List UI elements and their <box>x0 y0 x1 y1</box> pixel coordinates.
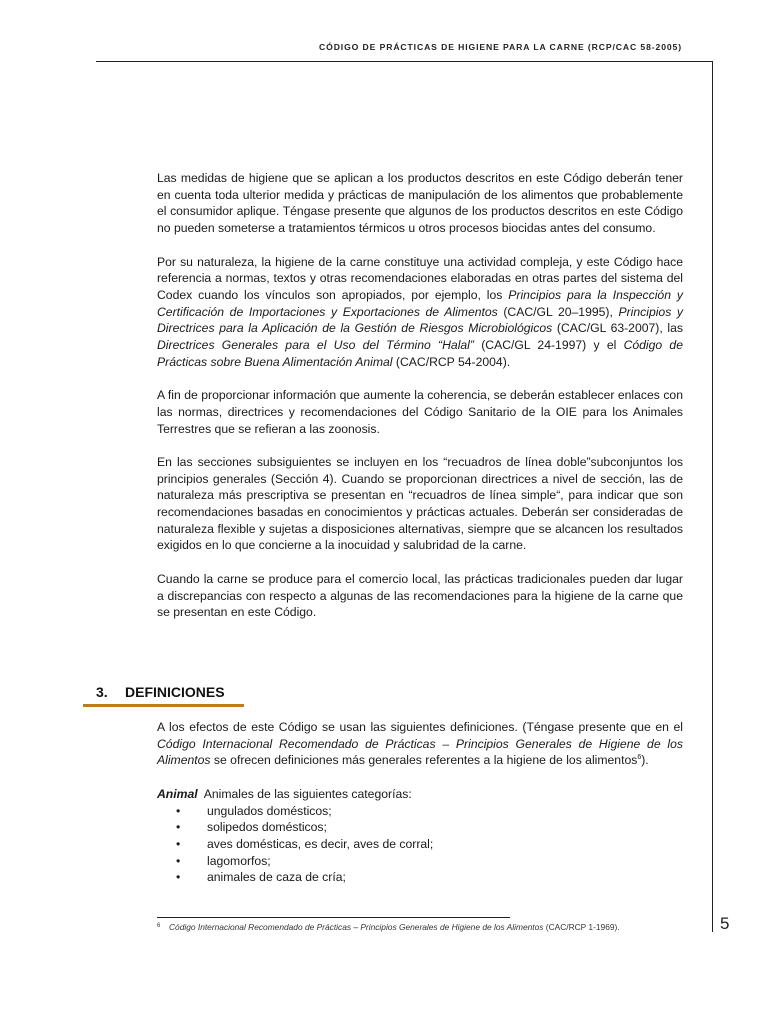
paragraph-2-text-4: (CAC/GL 24-1997) y el <box>473 338 624 353</box>
list-item-text: lagomorfos; <box>207 853 271 868</box>
paragraph-2-italic-1: Principios para la Inspección y Certificación de Importaciones y Exportaciones de Alimentos <box>157 287 683 319</box>
intro-italic: Código Internacional Recomendado de Prácticas – Principios Generales de Higiene de los Alimentos <box>157 736 683 768</box>
paragraph-2-text-5: (CAC/RCP 54-2004). <box>392 354 511 369</box>
intro-text-1: A los efectos de este Código se usan las siguientes definiciones. (Téngase presente que en el <box>157 720 683 734</box>
definitions <box>157 719 683 886</box>
intro-text-3: ). <box>641 753 649 768</box>
list-item-text: animales de caza de cría; <box>207 870 346 885</box>
section-number: 3. <box>96 684 108 700</box>
list-item-text: ungulados domésticos; <box>207 803 332 818</box>
paragraph-1: Las medidas de higiene que se aplican a los productos descritos en este Código deberán tener en cuenta toda ulterior medida y prácticas de manipulación de los alimentos que probablemente el consumidor aplique. Téngase presente que algunos de los productos descritos en este Código no pueden someterse a tratamientos térmicos u otros procesos biocidas antes del consumo. <box>157 171 683 236</box>
footnote-reference: 6 <box>637 754 642 762</box>
header-rule <box>96 61 713 62</box>
intro-text-2: se ofrecen definiciones más generales referentes a la higiene de los alimentos <box>210 753 638 768</box>
footnote-rule <box>157 917 510 918</box>
paragraph-2-italic-4: Código de Prácticas sobre Buena Alimentación Animal <box>157 338 683 369</box>
definition-animal <box>157 786 683 886</box>
list-item <box>157 819 683 836</box>
section-heading-underline <box>83 704 244 707</box>
paragraph-3: A fin de proporcionar información que aumente la coherencia, se deberán establecer enlaces con las normas, directrices y recomendaciones del Código Sanitario de la OIE para los Animales Terrestres que se refieran a las zoonosis. <box>157 388 683 436</box>
section-title: DEFINICIONES <box>125 684 225 700</box>
paragraph-4: En las secciones subsiguientes se incluyen en los “recuadros de línea doble”subconjuntos los principios generales (Sección 4). Cuando se proporcionan directrices a nivel de sección, las de naturaleza más prescriptiva se presentan en “recuadros de línea simple“, para indicar que son recomendaciones basadas en conocimientos y prácticas actuales. Deberán ser consideradas de naturaleza flexible y sujetas a disposiciones alternativas, siempre que se alcancen los resultados exigidos en lo que concierne a la inocuidad y salubridad de la carne. <box>157 454 683 553</box>
header-title: CÓDIGO DE PRÁCTICAS DE HIGIENE PARA LA CARNE (RCP/CAC 58-2005) <box>319 42 682 52</box>
footnote-title: Código Internacional Recomendado de Prácticas – Principios Generales de Higiene de los Alimentos <box>169 922 544 932</box>
animal-category-list <box>157 803 683 887</box>
footnote-ref: (CAC/RCP 1-1969). <box>543 922 620 932</box>
paragraph-2-text-3: (CAC/GL 63-2007), las <box>552 321 683 336</box>
paragraph-2-italic-2: Principios y Directrices para la Aplicación de la Gestión de Riesgos Microbiológicos <box>157 304 684 336</box>
paragraph-2 <box>157 254 683 371</box>
paragraph-5: Cuando la carne se produce para el comercio local, las prácticas tradicionales pueden dar lugar a discrepancias con respecto a algunas de las recomendaciones para la higiene de la carne que se presentan en este Código. <box>157 571 683 620</box>
list-item <box>157 853 683 870</box>
page-number: 5 <box>720 914 730 933</box>
bullet-icon: • <box>176 803 181 818</box>
bullet-icon: • <box>176 853 181 868</box>
list-item <box>157 836 683 853</box>
bullet-icon: • <box>176 870 181 885</box>
paragraph-2-text-1: Por su naturaleza, la higiene de la carne constituye una actividad compleja, y este Código hace referencia a normas, textos y otras recomendaciones elaboradas en otras partes del sistema del Codex cuando los vínculos son apropiados, por ejemplo, los <box>157 254 683 302</box>
definition-text-animal: Animales de las siguientes categorías: <box>197 786 412 801</box>
list-item <box>157 869 683 886</box>
list-item-text: aves domésticas, es decir, aves de corral; <box>207 836 434 851</box>
paragraph-2-italic-3: Directrices Generales para el Uso del Término “Halal” <box>157 338 474 353</box>
footnote <box>157 922 620 932</box>
bullet-icon: • <box>176 836 181 851</box>
bullet-icon: • <box>176 820 181 835</box>
definitions-intro <box>157 719 683 769</box>
body-text <box>157 170 683 621</box>
list-item-text: solipedos domésticos; <box>207 820 327 835</box>
paragraph-2-text-2: (CAC/GL 20–1995), <box>497 304 619 319</box>
list-item <box>157 803 683 820</box>
side-rule <box>712 61 713 932</box>
footnote-mark: 6 <box>157 923 161 929</box>
definition-term-animal: Animal <box>157 786 198 801</box>
section-heading <box>96 684 225 700</box>
